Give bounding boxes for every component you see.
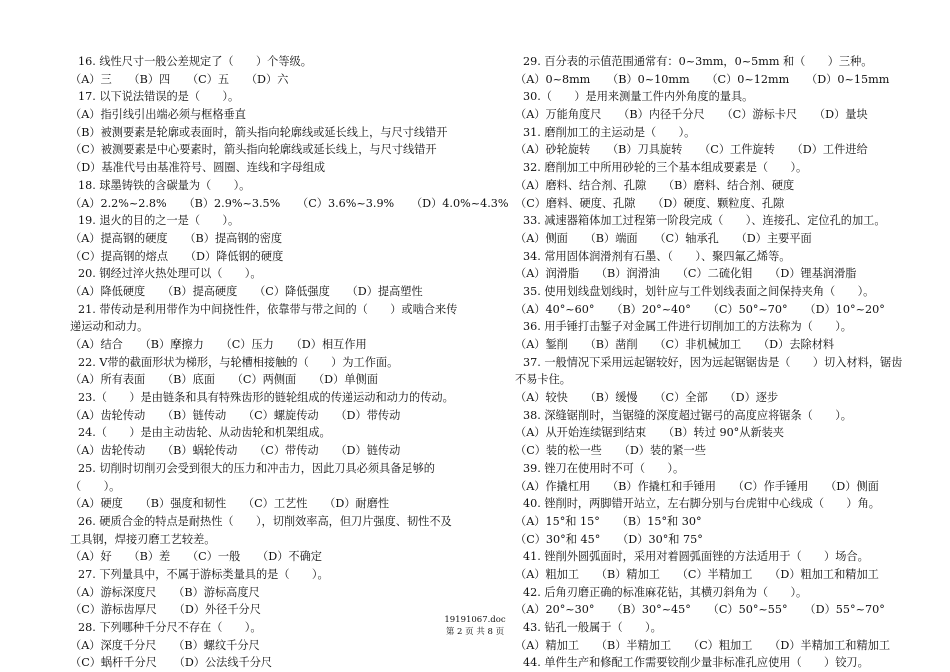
options-line: （A）三 （B）四 （C）五 （D）六 — [70, 72, 289, 86]
continuation-line: 递运动和动力。 — [70, 320, 149, 334]
footer-filename: 19191067.doc — [444, 615, 506, 625]
question-line: 36. 用手锤打击錾子对金属工件进行切削加工的方法称为（ ）。 — [523, 320, 852, 334]
options-line: （A）齿轮传动 （B）蜗轮传动 （C）带传动 （D）链传动 — [70, 444, 401, 458]
question-line: 31. 磨削加工的主运动是（ ）。 — [523, 125, 696, 139]
options-line: （A）砂轮旋转 （B）刀具旋转 （C）工件旋转 （D）工件进给 — [515, 143, 868, 157]
options-line: （C）蜗杆千分尺 （D）公法线千分尺 — [70, 656, 273, 670]
question-line: 43. 钻孔一般属于（ ）。 — [523, 621, 662, 634]
continuation-line: 不易卡住。 — [515, 373, 571, 387]
question-line: 23.（ ）是由链条和具有特殊齿形的链轮组成的传递运动和动力的传动。 — [78, 391, 454, 405]
question-line: 20. 钢经过淬火热处理可以（ ）。 — [78, 267, 262, 281]
left-column — [70, 53, 509, 672]
question-line: 37. 一般情况下采用远起锯较好，因为远起锯锯齿是（ ）切入材料，锯齿 — [523, 355, 903, 369]
question-line: 35. 使用划线盘划线时，划针应与工件划线表面之间保持夹角（ ）。 — [523, 284, 875, 298]
options-line: （A）游标深度尺 （B）游标高度尺 — [70, 585, 260, 599]
options-line: （A）齿轮传动 （B）链传动 （C）螺旋传动 （D）带传动 — [70, 408, 401, 422]
question-line: 27. 下列量具中，不属于游标类量具的是（ ）。 — [78, 567, 329, 581]
options-line: （A）深度千分尺 （B）螺纹千分尺 — [70, 638, 260, 652]
continuation-line: 工具钢，焊接刃磨工艺较差。 — [70, 532, 216, 546]
question-line: 24.（ ）是由主动齿轮、从动齿轮和机架组成。 — [78, 426, 331, 440]
options-line: （C）被测要素是中心要素时，箭头指向轮廓线或延长线上，与尺寸线错开 — [70, 143, 437, 157]
question-line: 34. 常用固体润滑剂有石墨、（ ）、聚四氟乙烯等。 — [523, 249, 791, 263]
options-line: （A）硬度 （B）强度和韧性 （C）工艺性 （D）耐磨性 — [70, 497, 390, 511]
question-line: 42. 后角刃磨正确的标准麻花钻，其横刃斜角为（ ）。 — [523, 585, 808, 599]
options-line: （A）40°~60° （B）20°~40° （C）50°~70° （D）10°~20° — [515, 302, 885, 316]
options-line: （A）较快 （B）缓慢 （C）全部 （D）逐步 — [515, 391, 779, 405]
question-line: 16. 线性尺寸一般公差规定了（ ）个等级。 — [78, 55, 312, 68]
options-line: （C）装的松一些 （D）装的紧一些 — [515, 444, 706, 458]
options-line: （D）基准代号由基准符号、圆圈、连线和字母组成 — [70, 161, 326, 175]
question-line: 44. 单件生产和修配工作需要铰削少量非标准孔应使用（ ）铰刀。 — [523, 656, 869, 670]
question-line: 19. 退火的目的之一是（ ）。 — [78, 214, 240, 228]
footer-page-number: 第 2 页 共 8 页 — [445, 627, 505, 637]
question-line: 18. 球墨铸铁的含碳量为（ ）。 — [78, 178, 251, 192]
options-line: （A）润滑脂 （B）润滑油 （C）二硫化钼 （D）锂基润滑脂 — [515, 267, 857, 281]
options-line: （A）侧面 （B）端面 （C）轴承孔 （D）主要平面 — [515, 231, 812, 245]
question-line: 28. 下列哪种千分尺不存在（ ）。 — [78, 621, 262, 634]
question-line: 22. V带的截面形状为梯形，与轮槽相接触的（ ）为工作面。 — [78, 355, 399, 369]
question-line: 40. 锉削时，两脚错开站立，左右脚分别与台虎钳中心线成（ ）角。 — [523, 497, 880, 511]
options-line: （C）磨料、硬度、孔隙 （D）硬度、颗粒度、孔隙 — [515, 196, 785, 210]
options-line: （C）游标齿厚尺 （D）外径千分尺 — [70, 603, 261, 617]
options-line: （A）指引线引出端必须与框格垂直 — [70, 108, 246, 122]
options-line: （B）被测要素是轮廓或表面时，箭头指向轮廓线或延长线上，与尺寸线错开 — [70, 125, 448, 139]
right-column — [515, 53, 910, 672]
options-line: （A）提高钢的硬度 （B）提高钢的密度 — [70, 231, 283, 245]
options-line: （A）15°和 15° （B）15°和 30° — [515, 514, 702, 528]
question-line: 39. 锉刀在使用时不可（ ）。 — [523, 461, 685, 475]
options-line: （A）錾削 （B）凿削 （C）非机械加工 （D）去除材料 — [515, 338, 835, 351]
question-line: 17. 以下说法错误的是（ ）。 — [78, 90, 240, 104]
question-line: 32. 磨削加工中所用砂轮的三个基本组成要素是（ ）。 — [523, 161, 808, 175]
options-line: （A）20°~30° （B）30°~45° （C）50°~55° （D）55°~70° — [515, 603, 885, 617]
question-line: 26. 硬质合金的特点是耐热性（ ），切削效率高，但刀片强度、韧性不及 — [78, 514, 452, 528]
question-line: 41. 锉削外圆弧面时，采用对着圆弧面锉的方法适用于（ ）场合。 — [523, 550, 869, 564]
continuation-line: （ ）。 — [70, 479, 121, 493]
options-line: （A）精加工 （B）半精加工 （C）粗加工 （D）半精加工和精加工 — [515, 638, 891, 652]
options-line: （A）粗加工 （B）精加工 （C）半精加工 （D）粗加工和精加工 — [515, 567, 879, 581]
options-line: （A）万能角度尺 （B）内径千分尺 （C）游标卡尺 （D）量块 — [515, 108, 868, 122]
options-line: （A）0~8mm （B）0~10mm （C）0~12mm （D）0~15mm — [515, 72, 890, 86]
options-line: （A）好 （B）差 （C）一般 （D）不确定 — [70, 550, 322, 564]
question-line: 21. 带传动是利用带作为中间挠性件，依靠带与带之间的（ ）或啮合来传 — [78, 302, 458, 316]
question-line: 25. 切削时切削刃会受到很大的压力和冲击力，因此刀具必须具备足够的 — [78, 461, 435, 475]
options-line: （A）磨料、结合剂、孔隙 （B）磨料、结合剂、硬度 — [515, 178, 795, 192]
options-line: （A）结合 （B）摩擦力 （C）压力 （D）相互作用 — [70, 338, 367, 351]
question-line: 38. 深缝锯削时，当锯缝的深度超过锯弓的高度应将锯条（ ）。 — [523, 408, 852, 422]
options-line: （C）30°和 45° （D）30°和 75° — [515, 532, 703, 546]
options-line: （C）提高钢的熔点 （D）降低钢的硬度 — [70, 249, 284, 263]
options-line: （A）所有表面 （B）底面 （C）两侧面 （D）单侧面 — [70, 373, 378, 387]
options-line: （A）2.2%~2.8% （B）2.9%~3.5% （C）3.6%~3.9% （D）4.0%~4.3% — [70, 196, 509, 210]
options-line: （A）降低硬度 （B）提高硬度 （C）降低强度 （D）提高塑性 — [70, 284, 423, 298]
options-line: （A）从开始连续锯到结束 （B）转过 90°从新装夹 — [515, 426, 785, 440]
question-line: 29. 百分表的示值范围通常有：0~3mm，0~5mm 和（ ）三种。 — [523, 55, 873, 68]
question-line: 33. 减速器箱体加工过程第一阶段完成（ ）、连接孔、定位孔的加工。 — [523, 214, 886, 228]
question-line: 30.（ ）是用来测量工件内外角度的量具。 — [523, 90, 754, 104]
options-line: （A）作撬杠用 （B）作撬杠和手锤用 （C）作手锤用 （D）侧面 — [515, 479, 879, 493]
